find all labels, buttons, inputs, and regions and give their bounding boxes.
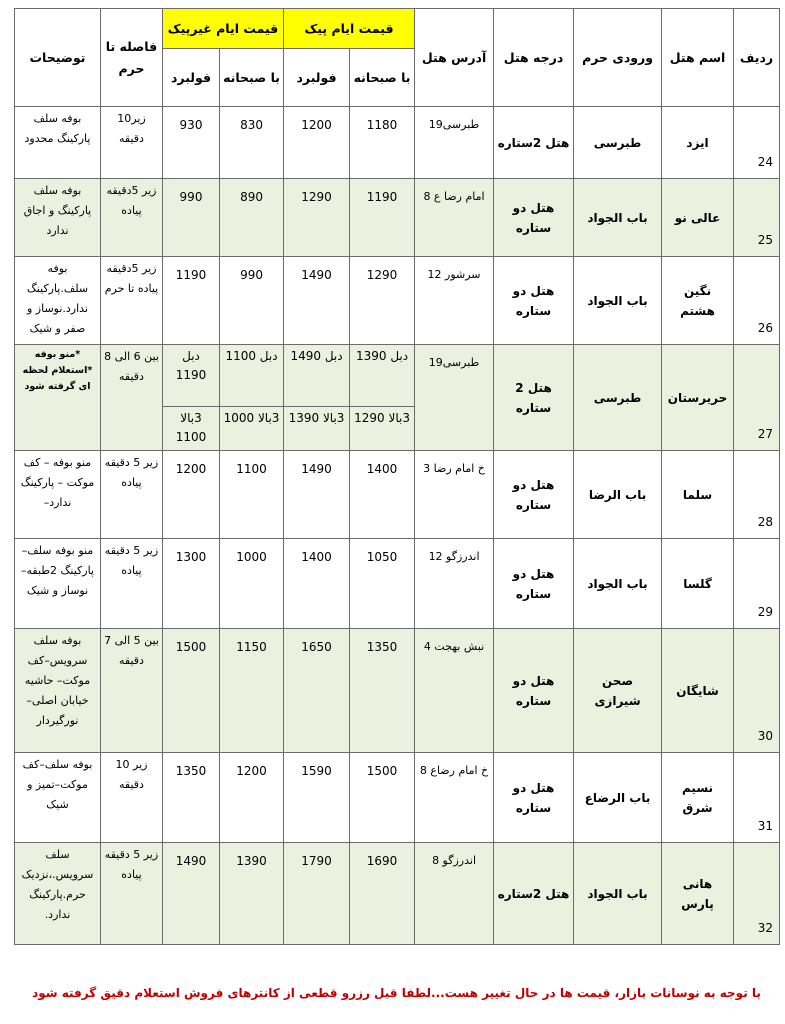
offpeak-fullboard-price: دبل 1190 bbox=[163, 345, 220, 407]
shrine-entrance: باب الرضاع bbox=[574, 753, 662, 843]
header-peak-price: قیمت ایام پیک bbox=[284, 9, 415, 49]
header-hotel-name: اسم هتل bbox=[662, 9, 734, 107]
hotel-name: نگین هشتم bbox=[662, 257, 734, 345]
hotel-name: هانی پارس bbox=[662, 843, 734, 945]
header-hotel-grade: درجه هتل bbox=[494, 9, 574, 107]
hotel-address: خ امام رضاع 8 bbox=[415, 753, 494, 843]
shrine-entrance: طبرسی bbox=[574, 345, 662, 451]
notes: *منو بوفه *استعلام لحظه ای گرفته شود bbox=[15, 345, 101, 451]
peak-fullboard-price: 1490 bbox=[284, 257, 350, 345]
table-row bbox=[15, 629, 780, 753]
hotel-address: خ امام رضا 3 bbox=[415, 451, 494, 539]
distance: زیر10 دقیقه bbox=[101, 107, 163, 179]
header-row-number: ردیف bbox=[734, 9, 780, 107]
offpeak-breakfast-price: 990 bbox=[220, 257, 284, 345]
header-peak-fullboard: فولبرد bbox=[284, 49, 350, 107]
offpeak-breakfast-price: 890 bbox=[220, 179, 284, 257]
offpeak-breakfast-price-triple: 3بالا 1000 bbox=[220, 407, 284, 451]
hotel-grade: هتل 2 ستاره bbox=[494, 345, 574, 451]
offpeak-fullboard-price-triple: 3بالا 1100 bbox=[163, 407, 220, 451]
offpeak-breakfast-price: 1000 bbox=[220, 539, 284, 629]
shrine-entrance: باب الجواد bbox=[574, 179, 662, 257]
table-row bbox=[15, 843, 780, 945]
row-number: 26 bbox=[734, 257, 780, 345]
hotel-name: سلما bbox=[662, 451, 734, 539]
row-number: 28 bbox=[734, 451, 780, 539]
header-offpeak-price: قیمت ایام غیرپیک bbox=[163, 9, 284, 49]
peak-breakfast-price: 1050 bbox=[350, 539, 415, 629]
table-row bbox=[15, 179, 780, 257]
peak-breakfast-price: دبل 1390 bbox=[350, 345, 415, 407]
peak-fullboard-price: دبل 1490 bbox=[284, 345, 350, 407]
notes: سلف سرویس.،نزدیک حرم.پارکینگ ندارد. bbox=[15, 843, 101, 945]
peak-fullboard-price: 1290 bbox=[284, 179, 350, 257]
offpeak-breakfast-price: دبل 1100 bbox=[220, 345, 284, 407]
row-number: 27 bbox=[734, 345, 780, 451]
offpeak-breakfast-price: 1100 bbox=[220, 451, 284, 539]
hotel-name: شایگان bbox=[662, 629, 734, 753]
table-row bbox=[15, 257, 780, 345]
header-distance: فاصله تا حرم bbox=[101, 9, 163, 107]
header-peak-breakfast: با صبحانه bbox=[350, 49, 415, 107]
offpeak-fullboard-price: 1200 bbox=[163, 451, 220, 539]
offpeak-fullboard-price: 990 bbox=[163, 179, 220, 257]
shrine-entrance: باب الجواد bbox=[574, 539, 662, 629]
offpeak-fullboard-price: 1300 bbox=[163, 539, 220, 629]
header-offpeak-breakfast: با صبحانه bbox=[220, 49, 284, 107]
header-shrine-entrance: ورودی حرم bbox=[574, 9, 662, 107]
row-number: 30 bbox=[734, 629, 780, 753]
peak-fullboard-price: 1400 bbox=[284, 539, 350, 629]
notes: بوفه سلف سرویس–کف موکت– حاشیه خیابان اصلی– نورگیردار bbox=[15, 629, 101, 753]
peak-fullboard-price: 1650 bbox=[284, 629, 350, 753]
peak-breakfast-price: 1400 bbox=[350, 451, 415, 539]
header-offpeak-fullboard: فولبرد bbox=[163, 49, 220, 107]
peak-breakfast-price: 1500 bbox=[350, 753, 415, 843]
notes: بوفه سلف پارکینگ محدود bbox=[15, 107, 101, 179]
peak-breakfast-price: 1180 bbox=[350, 107, 415, 179]
offpeak-fullboard-price: 930 bbox=[163, 107, 220, 179]
row-number: 29 bbox=[734, 539, 780, 629]
row-number: 31 bbox=[734, 753, 780, 843]
offpeak-fullboard-price: 1500 bbox=[163, 629, 220, 753]
notes: منو بوفه سلف– پارکینگ 2طبقه– نوساز و شیک bbox=[15, 539, 101, 629]
hotel-grade: هتل دو ستاره bbox=[494, 257, 574, 345]
hotel-name: نسیم شرق bbox=[662, 753, 734, 843]
price-disclaimer: با توجه به نوسانات بازار، قیمت ها در حال تغییر هست...لطفا قبل رزرو قطعی از کانترهای فروش استعلام دقیق گرفته شود bbox=[32, 986, 761, 1000]
peak-breakfast-price: 1190 bbox=[350, 179, 415, 257]
distance: زیر 5 دقیقه پیاده bbox=[101, 451, 163, 539]
hotel-address: طبرسی19 bbox=[415, 345, 494, 451]
distance: زیر 5 دقیقه پیاده bbox=[101, 843, 163, 945]
offpeak-breakfast-price: 1200 bbox=[220, 753, 284, 843]
distance: زیر 10 دقیقه bbox=[101, 753, 163, 843]
hotel-address: اندرزگو 12 bbox=[415, 539, 494, 629]
table-row bbox=[15, 539, 780, 629]
peak-fullboard-price: 1490 bbox=[284, 451, 350, 539]
notes: بوفه سلف.پارکینگ ندارد.نوساز و صفر و شیک bbox=[15, 257, 101, 345]
header-hotel-address: آدرس هتل bbox=[415, 9, 494, 107]
row-number: 25 bbox=[734, 179, 780, 257]
peak-fullboard-price: 1200 bbox=[284, 107, 350, 179]
table-row bbox=[15, 753, 780, 843]
hotel-name: ایزد bbox=[662, 107, 734, 179]
hotel-grade: هتل دو ستاره bbox=[494, 539, 574, 629]
distance: زیر 5دقیقه پیاده تا حرم bbox=[101, 257, 163, 345]
hotel-name: عالی نو bbox=[662, 179, 734, 257]
table-row bbox=[15, 345, 780, 407]
hotel-grade: هتل 2ستاره bbox=[494, 107, 574, 179]
table-row bbox=[15, 107, 780, 179]
row-number: 24 bbox=[734, 107, 780, 179]
header-notes: توضیحات bbox=[15, 9, 101, 107]
offpeak-breakfast-price: 1390 bbox=[220, 843, 284, 945]
table-row bbox=[15, 451, 780, 539]
offpeak-breakfast-price: 1150 bbox=[220, 629, 284, 753]
offpeak-fullboard-price: 1190 bbox=[163, 257, 220, 345]
hotel-grade: هتل دو ستاره bbox=[494, 179, 574, 257]
distance: زیر 5 دقیقه پیاده bbox=[101, 539, 163, 629]
peak-breakfast-price: 1350 bbox=[350, 629, 415, 753]
notes: بوفه سلف–کف موکت–تمیز و شیک bbox=[15, 753, 101, 843]
hotel-grade: هتل 2ستاره bbox=[494, 843, 574, 945]
hotel-name: حریرستان bbox=[662, 345, 734, 451]
distance: زیر 5دقیقه پیاده bbox=[101, 179, 163, 257]
hotel-address: سرشور 12 bbox=[415, 257, 494, 345]
hotel-name: گلسا bbox=[662, 539, 734, 629]
peak-fullboard-price-triple: 3بالا 1390 bbox=[284, 407, 350, 451]
hotel-address: طبرسی19 bbox=[415, 107, 494, 179]
offpeak-fullboard-price: 1490 bbox=[163, 843, 220, 945]
distance: بین 6 الی 8 دقیقه bbox=[101, 345, 163, 451]
peak-fullboard-price: 1790 bbox=[284, 843, 350, 945]
distance: بین 5 الی 7 دقیقه bbox=[101, 629, 163, 753]
hotel-address: اندرزگو 8 bbox=[415, 843, 494, 945]
row-number: 32 bbox=[734, 843, 780, 945]
peak-breakfast-price: 1690 bbox=[350, 843, 415, 945]
shrine-entrance: باب الرضا bbox=[574, 451, 662, 539]
offpeak-breakfast-price: 830 bbox=[220, 107, 284, 179]
peak-breakfast-price-triple: 3بالا 1290 bbox=[350, 407, 415, 451]
hotel-address: امام رضا ع 8 bbox=[415, 179, 494, 257]
peak-breakfast-price: 1290 bbox=[350, 257, 415, 345]
hotel-grade: هتل دو ستاره bbox=[494, 753, 574, 843]
shrine-entrance: باب الجواد bbox=[574, 257, 662, 345]
notes: منو بوفه – کف موکت – پارکینگ ندارد– bbox=[15, 451, 101, 539]
shrine-entrance: طبرسی bbox=[574, 107, 662, 179]
hotel-price-table bbox=[14, 8, 780, 945]
hotel-grade: هتل دو ستاره bbox=[494, 629, 574, 753]
offpeak-fullboard-price: 1350 bbox=[163, 753, 220, 843]
peak-fullboard-price: 1590 bbox=[284, 753, 350, 843]
shrine-entrance: باب الجواد bbox=[574, 843, 662, 945]
hotel-address: نبش بهجت 4 bbox=[415, 629, 494, 753]
notes: بوفه سلف پارکینگ و اجاق ندارد bbox=[15, 179, 101, 257]
hotel-grade: هتل دو ستاره bbox=[494, 451, 574, 539]
shrine-entrance: صحن شیرازی bbox=[574, 629, 662, 753]
